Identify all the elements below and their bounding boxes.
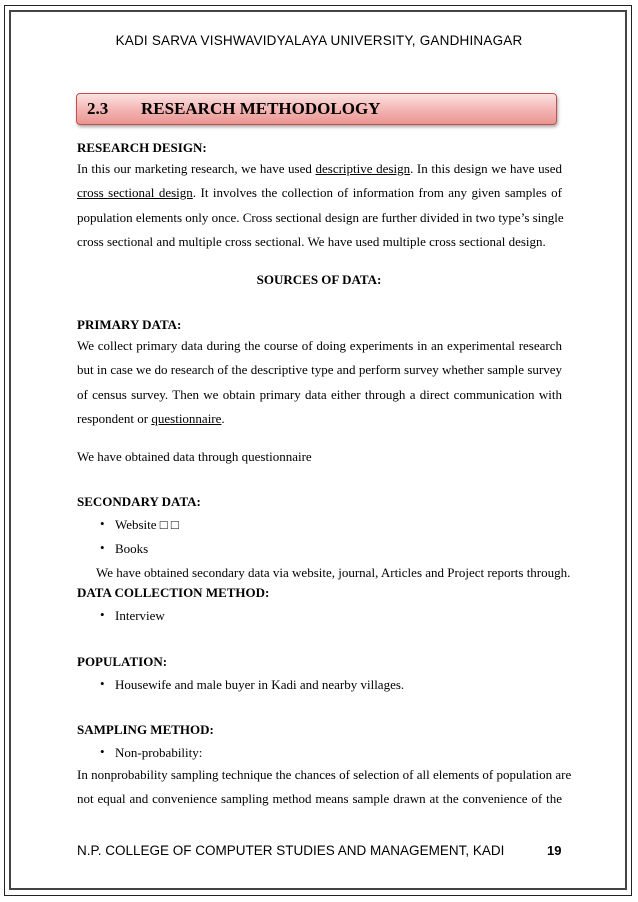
bullet-icon: • — [100, 516, 105, 531]
list-item-text: Website □ □ — [115, 517, 179, 532]
primary-data-line-4 — [77, 411, 225, 427]
research-design-line-4: cross sectional and multiple cross sectional. We have used multiple cross sectional design. — [77, 234, 546, 249]
research-design-line-2 — [77, 185, 562, 201]
text-span: In this our marketing research, we have used — [77, 161, 316, 176]
population-heading: POPULATION: — [77, 654, 168, 669]
sampling-line-2: not equal and convenience sampling method means sample drawn at the convenience of the — [77, 791, 562, 806]
bullet-icon: • — [100, 607, 105, 622]
primary-data-line-3: of census survey. Then we obtain primary data either through a direct communication with — [77, 387, 562, 402]
sampling-line-1: In nonprobability sampling technique the chances of selection of all elements of population are — [77, 767, 572, 782]
text-span: . It involves the collection of information from any given samples of — [192, 185, 562, 200]
page-header: KADI SARVA VISHWAVIDYALAYA UNIVERSITY, GANDHINAGAR — [115, 33, 523, 48]
research-design-line-1 — [77, 161, 562, 177]
descriptive-design-link: descriptive design — [315, 161, 411, 176]
text-span: . In this design we have used — [410, 161, 562, 176]
list-item-text: Housewife and male buyer in Kadi and nearby villages. — [115, 677, 405, 692]
primary-data-line-2: but in case we do research of the descriptive type and perform survey whether sample survey — [77, 362, 562, 377]
bullet-icon: • — [100, 676, 105, 691]
secondary-data-heading: SECONDARY DATA: — [77, 494, 201, 509]
section-title: RESEARCH METHODOLOGY — [141, 99, 381, 118]
primary-data-note: We have obtained data through questionnaire — [77, 449, 312, 464]
text-span: respondent or — [77, 411, 152, 426]
list-item-text: Non-probability: — [115, 745, 203, 760]
sampling-method-heading: SAMPLING METHOD: — [77, 722, 214, 737]
bullet-icon: • — [100, 540, 105, 555]
list-item-text: Books — [115, 541, 149, 556]
section-number: 2.3 — [87, 99, 109, 118]
sources-of-data-heading: SOURCES OF DATA: — [256, 272, 382, 287]
page-number: 19 — [547, 843, 562, 858]
research-design-heading: RESEARCH DESIGN: — [77, 140, 207, 155]
cross-sectional-design-link: cross sectional design — [77, 185, 193, 200]
page-footer: N.P. COLLEGE OF COMPUTER STUDIES AND MANAGEMENT, KADI — [77, 843, 505, 858]
research-design-line-3: population elements only once. Cross sectional design are further divided in two type’s single — [77, 210, 564, 225]
section-banner — [76, 93, 557, 125]
text-span: . — [221, 411, 225, 426]
secondary-data-note: We have obtained secondary data via website, journal, Articles and Project reports through. — [96, 565, 571, 580]
list-item-text: Interview — [115, 608, 165, 623]
questionnaire-link: questionnaire — [151, 411, 222, 426]
primary-data-line-1: We collect primary data during the course of doing experiments in an experimental research — [77, 338, 562, 353]
bullet-icon: • — [100, 744, 105, 759]
primary-data-heading: PRIMARY DATA: — [77, 317, 182, 332]
data-collection-heading: DATA COLLECTION METHOD: — [77, 585, 270, 600]
